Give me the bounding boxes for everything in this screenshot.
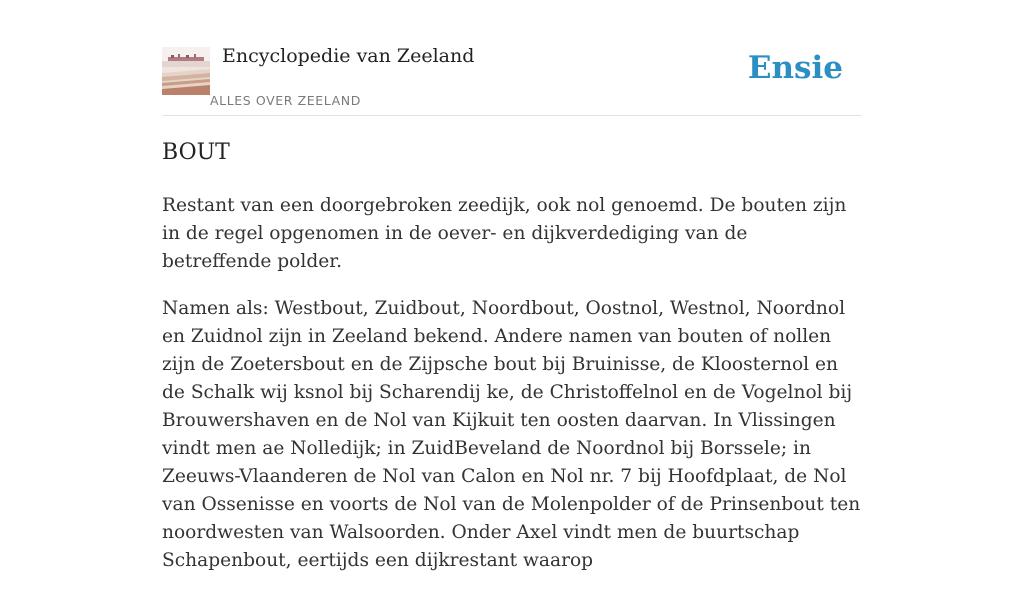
site-title[interactable]: Encyclopedie van Zeeland <box>222 45 475 67</box>
brand-logo[interactable]: Ensie <box>747 50 843 86</box>
site-header <box>162 0 862 116</box>
encyclopedia-avatar[interactable] <box>162 47 210 95</box>
article-title: BOUT <box>162 140 230 165</box>
article-body <box>162 192 862 594</box>
site-subtitle: ALLES OVER ZEELAND <box>210 93 361 108</box>
article-paragraph: Namen als: Westbout, Zuidbout, Noordbout, Oostnol, Westnol, Noordnol en Zuidnol zijn in Zeeland bekend. Andere namen van bouten of nollen zijn de Zoetersbout en de Zijpsche bout bij Bruinisse, de Kloosternol en de Schalk wij ksnol bij Scharendij ke, de Christoffelnol en de Vogelnol bij Brouwershaven en de Nol van Kijkuit ten oosten daarvan. In Vlissingen vindt men ae Nolledijk; in ZuidBeveland de Noordnol bij Borssele; in Zeeuws-Vlaanderen de Nol van Calon en Nol nr. 7 bij Hoofdplaat, de Nol van Ossenisse en voorts de Nol van de Molenpolder of de Prinsenbout ten noordwesten van Walsoorden. Onder Axel vindt men de buurtschap Schapenbout, eertijds een dijkrestant waarop <box>162 298 861 571</box>
content-container <box>162 0 862 571</box>
article-paragraph: Restant van een doorgebroken zeedijk, ook nol genoemd. De bouten zijn in de regel opgenomen in de oever- en dijkverdediging van de betreffende polder. <box>162 195 847 272</box>
